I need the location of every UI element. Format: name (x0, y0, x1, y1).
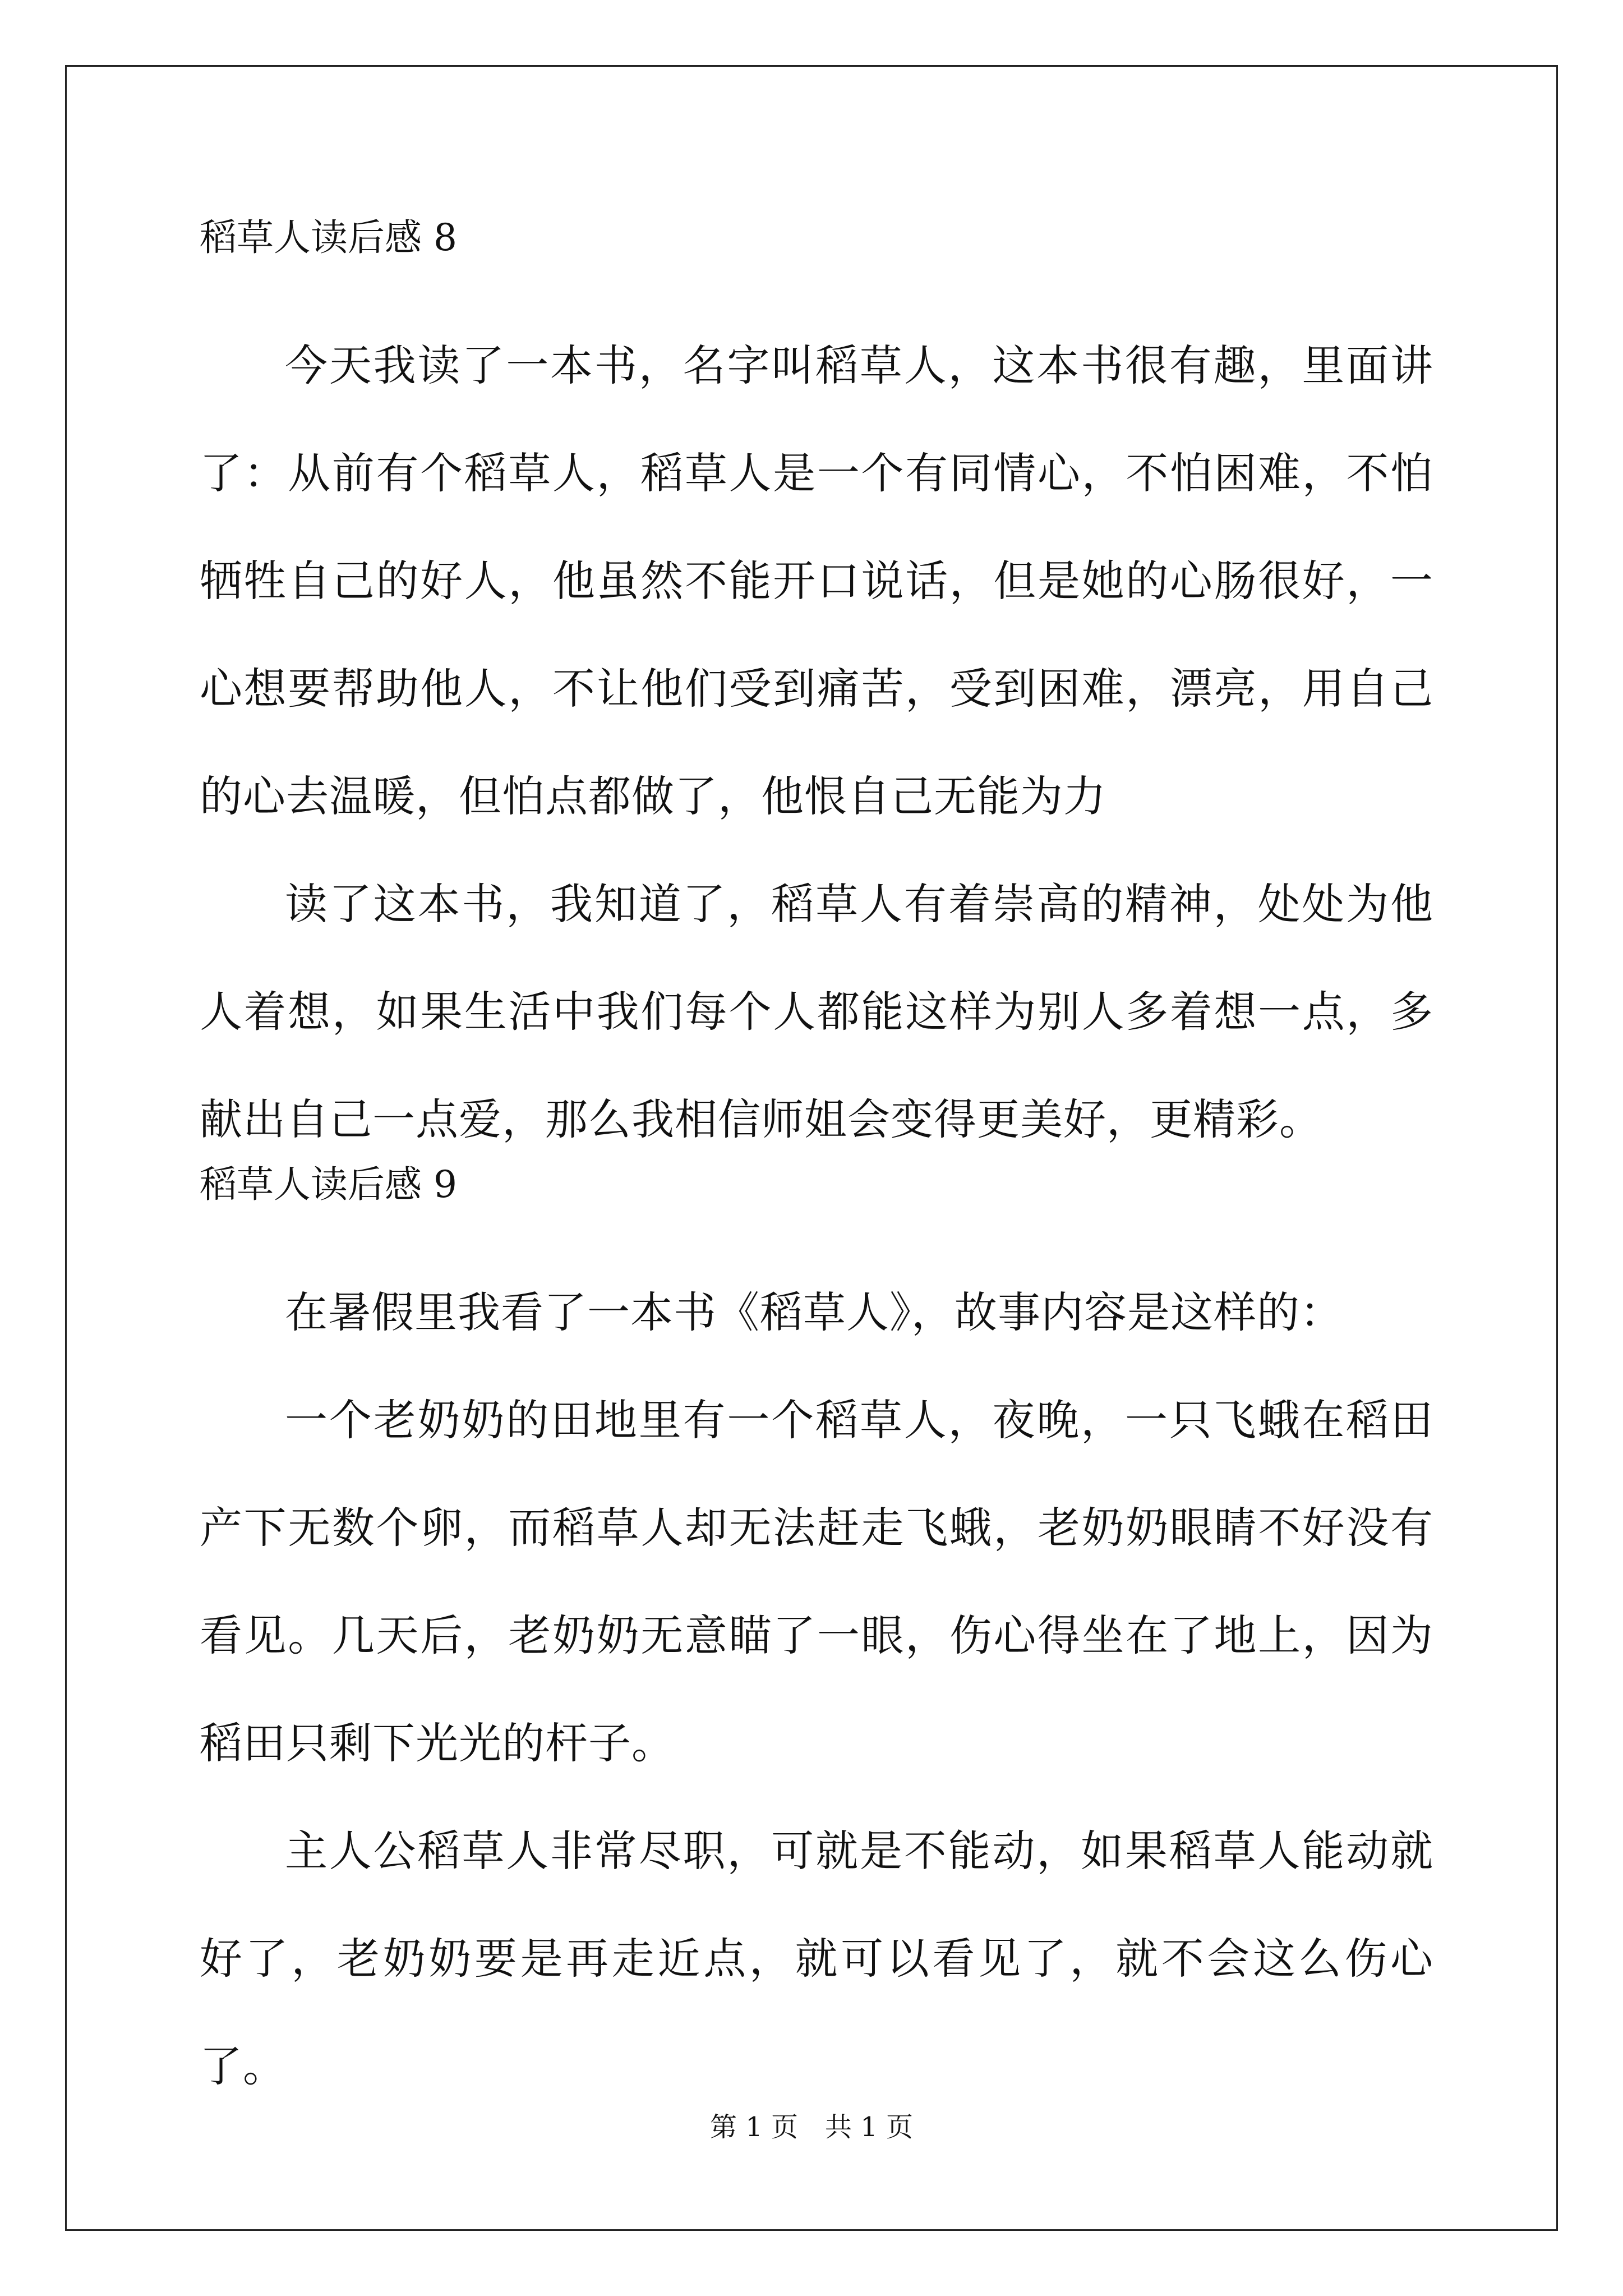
section-title: 稻草人读后感 9 (200, 1163, 457, 1206)
page-number-footer: 第 1 页 共 1 页 (709, 2111, 914, 2143)
paragraph: 今天我读了一本书，名字叫稻草人，这本书很有趣，里面讲了：从前有个稻草人，稻草人是一个有同情心，不怕困难，不怕牺牲自己的好人，他虽然不能开口说话，但是她的心肠很好，一心想要帮助他人，不让他们受到痛苦，受到困难，漂亮，用自己的心去温暖，但怕点都做了，他恨自己无能为力 (200, 341, 1433, 821)
paragraph: 主人公稻草人非常尽职，可就是不能动，如果稻草人能动就好了，老奶奶要是再走近点，就可以看见了，就不会这么伤心了。 (200, 1826, 1433, 2091)
paragraph: 读了这本书，我知道了，稻草人有着崇高的精神，处处为他人着想，如果生活中我们每个人都能这样为别人多着想一点，多献出自己一点爱，那么我相信师姐会变得更美好，更精彩。 (200, 879, 1433, 1144)
section-title: 稻草人读后感 8 (200, 216, 457, 259)
section-essay-9 (200, 1158, 1433, 2120)
document-body (200, 211, 1433, 2120)
section-essay-8 (200, 211, 1433, 1174)
paragraph: 一个老奶奶的田地里有一个稻草人，夜晚，一只飞蛾在稻田产下无数个卵，而稻草人却无法赶走飞蛾，老奶奶眼睛不好没有看见。几天后，老奶奶无意瞄了一眼，伤心得坐在了地上，因为稻田只剩下光光的杆子。 (200, 1395, 1433, 1768)
paragraph: 在暑假里我看了一本书《稻草人》，故事内容是这样的： (285, 1287, 1343, 1337)
